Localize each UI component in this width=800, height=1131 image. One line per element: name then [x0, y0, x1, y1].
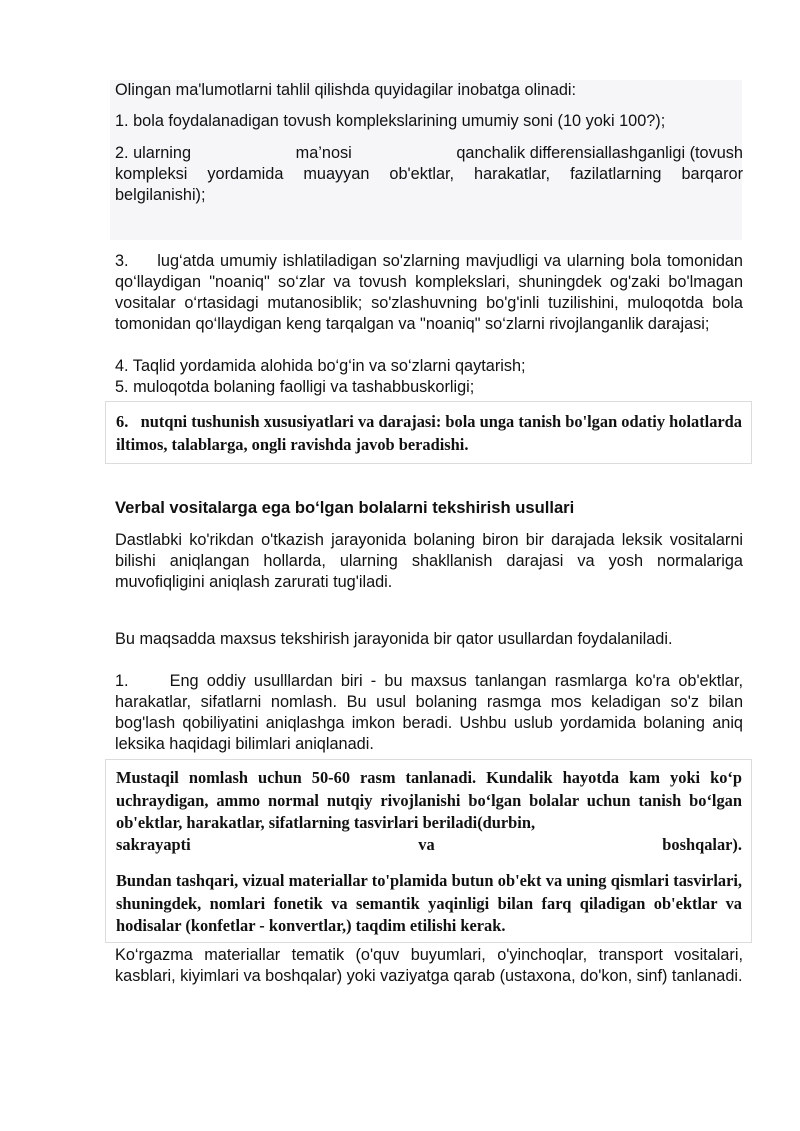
box-paragraph-1: Mustaqil nomlash uchun 50-60 rasm tanlanadi. Kundalik hayotda kam yoki ko‘p uchraydigan, ammo normal nutqiy rivojlanishi bo‘lgan bolalar uchun tanish bo‘lgan ob'ektlar, harakatlar, sifatlarning tasvirlari beriladi(durbin,	[116, 768, 742, 832]
box-word-1: sakrayapti	[116, 835, 191, 854]
list-item-2-word-3: qanchalik differensiallashganligi (tovush	[456, 144, 743, 162]
bordered-text-box	[105, 401, 752, 464]
list-item-2-word-2: ma’nosi	[295, 144, 352, 162]
list-item-4: 4. Taqlid yordamida alohida bo‘g‘in va so‘zlarni qaytarish;	[115, 357, 526, 375]
method-1: 1. Eng oddiy usulllardan biri - bu maxsus tanlangan rasmlarga ko'ra ob'ektlar, harakatlar, sifatlarni nomlash. Bu usul bolaning rasmga mos keladigan so'z bilan bog'lash qobiliyatini aniqlashga imkon beradi. Ushbu uslub yordamida bolaning aniq leksika haqidagi bilimlari aniqlanadi.	[115, 672, 743, 753]
list-item-1: 1. bola foydalanadigan tovush komplekslarining umumiy soni (10 yoki 100?);	[115, 112, 666, 130]
paragraph-1: Dastlabki ko'rikdan o'tkazish jarayonida bolaning biron bir darajada leksik vositalarni bilishi aniqlangan hollarda, ularning shakllanish darajasi va yosh normalariga muvofiqligini aniqlash zarurati tug'iladi.	[115, 531, 743, 591]
box-word-3: boshqalar).	[662, 835, 742, 854]
list-item-3: 3. lug‘atda umumiy ishlatiladigan so'zlarning mavjudligi va ularning bola tomonidan qo‘llaydigan "noaniq" so‘zlar va tovush komplekslari, shuningdek og'zaki bo'lmagan vositalar o‘rtasidagi mutanosiblik; so'zlashuvning bo'g'inli tuzilishini, muloqotda bola tomonidan qo‘llaydigan keng tarqalgan va "noaniq" so‘zlarni rivojlanganlik darajasi;	[115, 252, 743, 333]
box-paragraph-2: Bundan tashqari, vizual materiallar to'plamida butun ob'ekt va uning qismlari tasvirlari, shuningdek, nomlari fonetik va semantik yaqinligi bilan farq qiladigan ob'ektlar va hodisalar (konfetlar - konvertlar,) taqdim etilishi kerak.	[116, 871, 742, 935]
intro-line: Olingan ma'lumotlarni tahlil qilishda quyidagilar inobatga olinadi:	[115, 81, 577, 99]
list-item-2-first-line	[115, 143, 743, 164]
box-word-2: va	[418, 835, 435, 854]
list-item-2-word-1: 2. ularning	[115, 144, 192, 162]
paragraph-3: Ko‘rgazma materiallar tematik (o'quv buyumlari, o'yinchoqlar, transport vositalari, kasblari, kiyimlari va boshqalar) yoki vaziyatga qarab (ustaxona, do'kon, sinf) tanlanadi.	[115, 946, 743, 985]
bordered-text-box-2	[105, 759, 752, 943]
section-heading: Verbal vositalarga ega bo‘lgan bolalarni tekshirish usullari	[115, 498, 575, 517]
paragraph-2: Bu maqsadda maxsus tekshirish jarayonida bir qator usullardan foydalaniladi.	[115, 630, 673, 648]
list-item-6: 6. nutqni tushunish xususiyatlari va darajasi: bola unga tanish bo'lgan odatiy holatlarda iltimos, talablarga, ongli ravishda javob beradishi.	[116, 412, 742, 454]
box-paragraph-1-last-line	[116, 834, 742, 857]
list-item-2-rest: kompleksi yordamida muayyan ob'ektlar, harakatlar, fazilatlarning barqaror belgilanishi);	[115, 165, 743, 204]
list-item-5: 5. muloqotda bolaning faolligi va tashabbuskorligi;	[115, 378, 475, 396]
